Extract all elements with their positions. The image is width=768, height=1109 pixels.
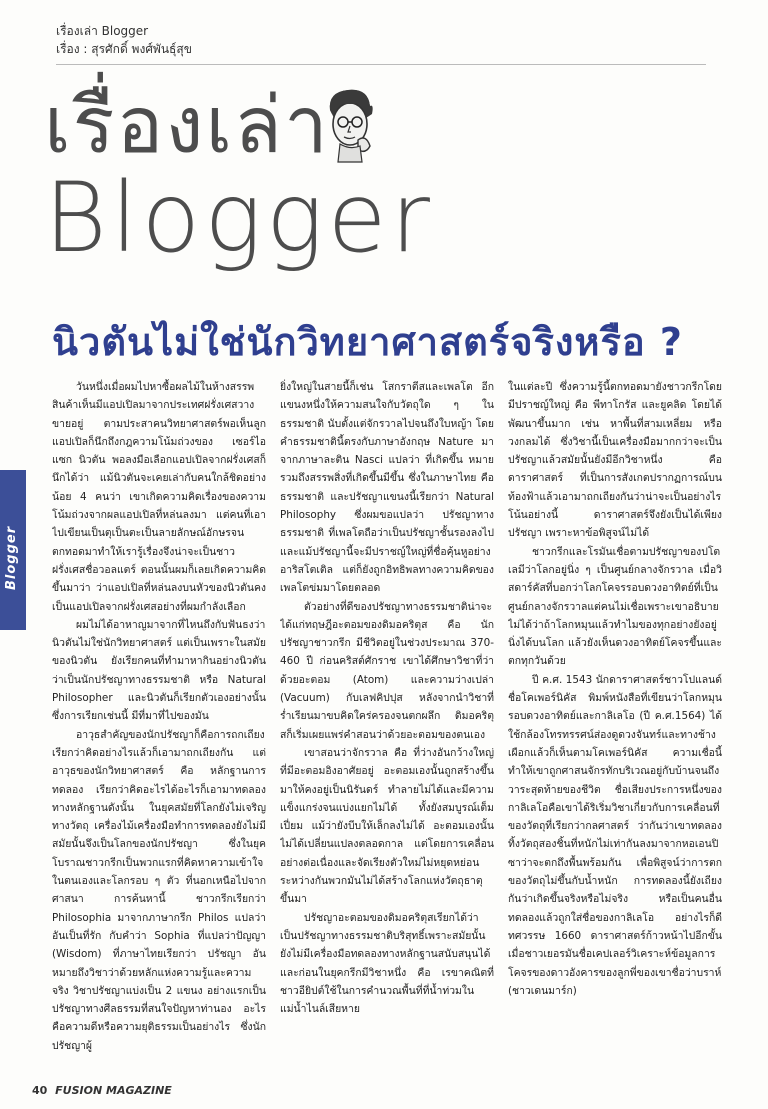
page-footer bbox=[32, 1084, 172, 1097]
page-number: 40 bbox=[32, 1084, 48, 1097]
paragraph: อาวุธสำคัญของนักปรัชญาก็คือการถกเถียงเรียกว่าคิดอย่างไรแล้วก็เอามาถกเถียงกัน แต่อาวุธของนักวิทยาศาสตร์ คือ หลักฐานการทดลอง เรียกว่าคิดอะไรได้อะไรก็เอามาทดลองทางหลักฐานดังนั้น ในยุคสมัยที่โลกยังไม่เจริญทางวัตถุ เครื่องไม้เครื่องมือทำการทดลองยังไม่มี สมัยนั้นจึงเป็นโลกของนักปรัชญา ซึ่งในยุคโบราณชาวกรีกเป็นพวกแรกที่คิดหาความเข้าใจในตนเองและโลกรอบ ๆ ตัว ที่นอกเหนือไปจากศาสนา การค้นหานี้ ชาวกรีกเรียกว่า Philosophia มาจากภาษากรีก Philos แปลว่า อันเป็นที่รัก กับคำว่า Sophia ที่แปลว่าปัญญา (Wisdom) ที่ภาษาไทยเรียกว่า ปรัชญา อันหมายถึงวิชาว่าด้วยหลักแห่งความรู้และความจริง วิชาปรัชญาแบ่งเป็น 2 แขนง อย่างแรกเป็นปรัชญาทางศีลธรรมที่สนใจปัญหาท่านอง อะไรคือความดีหรือความยุติธรรมเป็นอย่างไร ซึ่งนักปรัชญาผู้ bbox=[52, 728, 266, 1052]
title-line-1: เรื่องเล่า bbox=[44, 81, 330, 171]
section-side-tab bbox=[0, 470, 26, 630]
column-1 bbox=[52, 378, 266, 1058]
page-title bbox=[44, 80, 524, 274]
column-3 bbox=[508, 378, 722, 1058]
paragraph: ยิ่งใหญ่ในสายนี้ก็เช่น โสกราตีสและเพลโต อีกแขนงหนึ่งให้ความสนใจกับวัตถุใด ๆ ในธรรมชาติ นับตั้งแต่จักรวาลไปจนถึงใบหญ้า โดยคำธรรมชาตินี้ตรงกับภาษาอังกฤษ Nature มาจากภาษาละติน Nasci แปลว่า ที่เกิดขึ้น หมายรวมถึงสรรพสิ่งที่เกิดขึ้นมีขึ้น ซึ่งในภาษาไทย คือ ธรรมชาติ และปรัชญาแขนงนี้เรียกว่า Natural Philosophy ซึ่งผมขอแปลว่า ปรัชญาทางธรรมชาติ ที่เพลโตถือว่าเป็นปรัชญาชั้นรองลงไป และแม้ปรัชญานี้จะมีปราชญ์ใหญ่ที่ชื่อคุ้นหูอย่าง อาริสโตเติล แต่ก็ยังถูกอิทธิพลทางความคิดของเพลโตข่มมาโดยตลอด bbox=[280, 381, 494, 595]
article-headline: นิวตันไม่ใช่นักวิทยาศาสตร์จริงหรือ ? bbox=[52, 320, 683, 364]
paragraph: ผมไม่ได้อาหาญมาจากที่ไหนถึงกับฟันธงว่านิวตันไม่ใช่นักวิทยาศาสตร์ แต่เป็นเพราะในสมัยของนิวตัน ยังเรียกคนที่ทำมาหากินอย่างนิวตันว่าเป็นนักปรัชญาทางธรรมชาติ หรือ Natural Philosopher และนิวตันก็เรียกตัวเองอย่างนั้น ซึ่งการเรียกเช่นนี้ มีที่มาที่ไปของมัน bbox=[52, 618, 266, 723]
author-portrait-illustration bbox=[320, 84, 380, 164]
side-tab-label: Blogger bbox=[4, 525, 19, 590]
paragraph: วันหนึ่งเมื่อผมไปหาซื้อผลไม้ในห้างสรรพสินค้าเห็นมีแอปเปิลมาจากประเทศฝรั่งเศสวางขายอยู่ ตามประสาคนวิทยาศาสตร์พอเห็นลูกแอปเปิลก็นึกถึงกฎความโน้มถ่วงของ เซอร์ไอแซก นิวตัน พอลงมือเลือกแอปเปิลจากฝรั่งเศสก็นึกได้ว่า แม้นิวตันจะเคยเล่ากับคนใกล้ชิดอย่างน้อย 4 คนว่า เขาเกิดความคิดเรื่องของความโน้มถ่วงจากผลแอปเปิลที่หล่นลงมา แต่คนที่เอาไปเขียนเป็นตุเป็นตะเป็นลายลักษณ์อักษรจนตกทอดมาทำให้เรารู้เรื่องจึงน่าจะเป็นชาวฝรั่งเศสชื่อวอลแตร์ ตอนนั้นผมก็เลยเกิดความคิดขึ้นมาว่า ว่าแอปเปิลที่หล่นลงบนหัวของนิวตันคงเป็นแอปเปิลจากฝรั่งเศสอย่างที่ผมกำลังเลือก bbox=[52, 381, 266, 613]
paragraph: ชาวกรีกและโรมันเชื่อตามปรัชญาของปโตเลมีว่าโลกอยู่นิ่ง ๆ เป็นศูนย์กลางจักรวาล เมื่อวิสดาร์คัสที่บอกว่าโลกโคจรรอบดวงอาทิตย์ที่เป็นศูนย์กลางจักรวาลแต่คนไม่เชื่อเพราะเขาอธิบายไม่ได้ว่าถ้าโลกหมุนแล้วทำไมของทุกอย่างยังอยู่นิ่งได้บนโลก แล้วยังเห็นดวงอาทิตย์โคจรขึ้นและตกทุกวันด้วย bbox=[508, 545, 722, 668]
title-line-2: Blogger bbox=[44, 162, 435, 274]
magazine-name: FUSION MAGAZINE bbox=[55, 1084, 172, 1097]
article-body bbox=[52, 378, 722, 1058]
paragraph: เขาสอนว่าจักรวาล คือ ที่ว่างอันกว้างใหญ่ที่มีอะตอมอิงอาศัยอยู่ อะตอมเองนั้นถูกสร้างขึ้นมาให้คงอยู่เป็นนิรันดร์ ทำลายไม่ได้และมีความแข็งแกร่งจนแบ่งแยกไม่ได้ ทั้งยังสมบูรณ์เต็มเปี่ยม แม้ว่ายังบีบให้เล็กลงไม่ได้ อะตอมเองนั้นไม่ได้เปลี่ยนแปลงตลอดกาล แต่โดยการเคลื่อนอย่างต่อเนื่องและจัดเรียงตัวใหม่ไม่หยุดหย่อนระหว่างกันพวกมันไม่ได้สร้างโลกแห่งวัตถุธาตุขึ้นมา bbox=[280, 746, 494, 906]
header-author: เรื่อง : สุรศักดิ์ พงศ์พันธุ์สุข bbox=[56, 42, 192, 56]
paragraph: ตัวอย่างที่ดีของปรัชญาทางธรรมชาติน่าจะได้แก่ทฤษฎีอะตอมของดิมอคริตุส คือ นักปรัชญาชาวกรีก มีชีวิตอยู่ในช่วงประมาณ 370-460 ปี ก่อนคริสต์ศักราช เขาได้ศึกษาวิชาที่ว่าด้วยอะตอม (Atom) และความว่างเปล่า (Vacuum) กับเลฟคิปปุส หลังจากนำวิชาที่ร่ำเรียนมาขบคิดใคร่ครองจนตกผลึก ดิมอคริตุสก็เริ่มเผยแพร่คำสอนว่าด้วยอะตอมของตนเอง bbox=[280, 600, 494, 741]
header-section: เรื่องเล่า Blogger bbox=[56, 24, 149, 38]
paragraph: ปรัชญาอะตอมของดิมอคริตุสเรียกได้ว่าเป็นปรัชญาทางธรรมชาติบริสุทธิ์เพราะสมัยนั้นยังไม่มีเครื่องมือทดลองทางหลักฐานสนับสนุนได้ และก่อนในยุคกรีกมีวิชาหนึ่ง คือ เรขาคณิตที่ชาวอียิปต์ใช้ในการคำนวณพื้นที่ที่น้ำท่วมในแม่น้ำไนล์เสียหาย bbox=[280, 911, 494, 1016]
paragraph: ปี ค.ศ. 1543 นักดาราศาสตร์ชาวโปแลนด์ชื่อโคเพอร์นิคัส พิมพ์หนังสือที่เขียนว่าโลกหมุนรอบดวงอาทิตย์และกาลิเลโอ (ปี ค.ศ.1564) ได้ใช้กล้องโทรทรรศน์ส่องดูดวงจันทร์และทางช้างเผือกแล้วก็เห็นตามโคเพอร์นิคัส ความเชื่อนี้ทำให้เขาถูกศาสนจักรทักบริเวณอยู่กับบ้านจนถึงวาระสุดท้ายของชีวิต ชื่อเสียงประการหนึ่งของกาลิเลโอคือเขาได้ริเริ่มวิชาเกี่ยวกับการเคลื่อนที่ของวัตถุที่เรียกว่ากลศาสตร์ ว่ากันว่าเขาทดลองทิ้งวัตถุสองชิ้นที่หนักไม่เท่ากันลงมาจากหอเอนปิซาว่าจะตกถึงพื้นพร้อมกัน เพื่อพิสูจน์ว่าการตกของวัตถุไม่ขึ้นกับน้ำหนัก การทดลองนี้ยังเถียงกันว่าเกิดขึ้นจริงหรือไม่จริง หรือเป็นคนอื่นทดลองแล้วถูกใส่ชื่อของกาลิเลโอ อย่างไรก็ดีทศวรรษ 1660 ดาราศาสตร์ก้าวหน้าไปอีกขั้น เมื่อชาวเยอรมันชื่อเคปเลอร์วิเคราะห์ข้อมูลการโคจรของดาวอังคารของลูกพี่ของเขาชื่อว่าบราห์ (ชาวเดนมาร์ก) bbox=[508, 673, 722, 997]
header-divider bbox=[56, 64, 706, 65]
column-2 bbox=[280, 378, 494, 1058]
paragraph: ในแต่ละปี ซึ่งความรู้นี้ตกทอดมายังชาวกรีกโดยมีปราชญ์ใหญ่ คือ พีทาโกรัส และยูคลิด โดยได้พัฒนาขึ้นมาก เช่น หาพื้นที่สามเหลี่ยม หรือวงกลมได้ ซึ่งวิชานี้เป็นเครื่องมือมากกว่าจะเป็นปรัชญาแล้วสมัยนั้นยังมีอีกวิชาหนึ่ง คือ ดาราศาสตร์ ที่เป็นการสังเกตปรากฏการณ์บนท้องฟ้าแล้วเอามาถกเถียงกันว่าน่าจะเป็นอย่างไรโน้นอย่างนี้ ดาราศาสตร์จึงยังเป็นได้เพียงปรัชญา เพราะหาข้อพิสูจน์ไม่ได้ bbox=[508, 381, 722, 540]
running-header bbox=[56, 22, 456, 58]
